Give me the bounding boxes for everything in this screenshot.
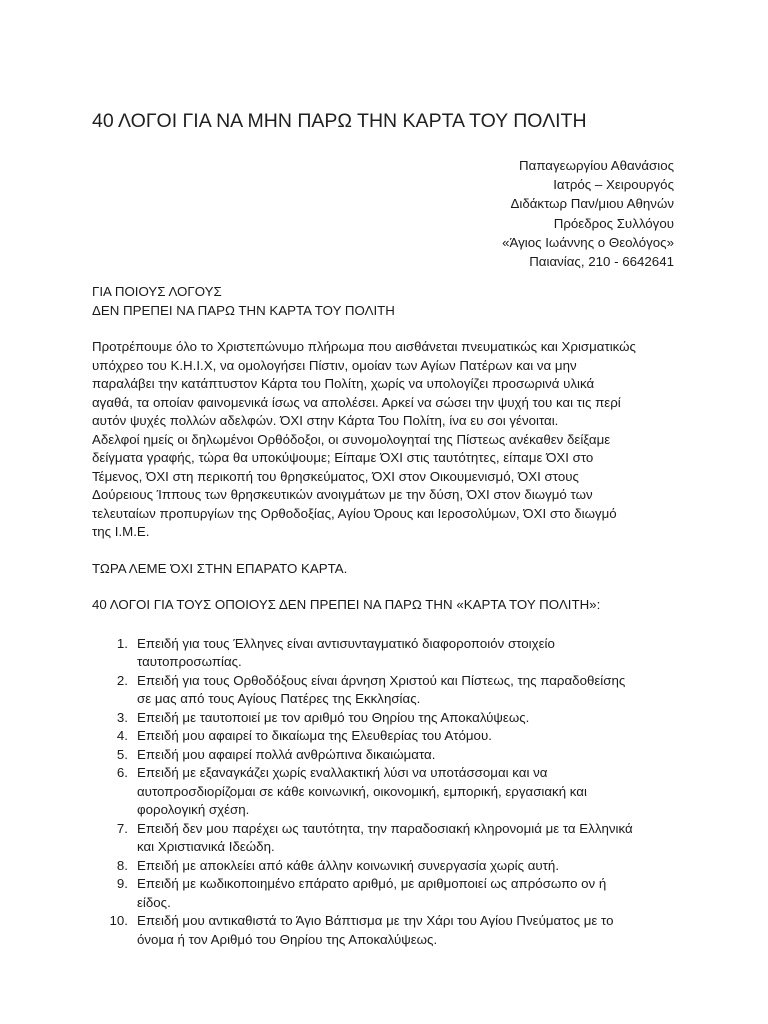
list-item-line: όνομα ή τον Αριθμό του Θηρίου της Αποκαλύψεως.: [137, 931, 438, 947]
section-heading-1: ΓΙΑ ΠΟΙΟΥΣ ΛΟΓΟΥΣ: [92, 284, 222, 299]
list-item: [92, 709, 682, 728]
intro-line: δείγματα γραφής, τώρα θα υποκύψουμε; Είπαμε ΌΧΙ στις ταυτότητες, είπαμε ΌΧΙ στο: [92, 450, 594, 465]
list-item-line: Επειδή με ταυτοποιεί με τον αριθμό του Θηρίου της Αποκαλύψεως.: [137, 709, 530, 725]
list-item: [92, 820, 682, 857]
intro-line: τελευταίων προπυργίων της Ορθοδοξίας, Αγίου Όρους και Ιεροσολύμων, ΌΧΙ στο διωγμό: [92, 505, 617, 521]
author-block: [502, 156, 674, 271]
list-item-line: είδος.: [137, 894, 171, 910]
list-item-line: Επειδή μου αφαιρεί πολλά ανθρώπινα δικαιώματα.: [137, 746, 436, 762]
list-item-line: Επειδή μου αφαιρεί το δικαίωμα της Ελευθερίας του Ατόμου.: [137, 728, 492, 743]
list-item-line: φορολογική σχέση.: [137, 802, 250, 817]
list-item-number: 5.: [116, 746, 128, 762]
list-item-number: 8.: [116, 857, 128, 873]
document-title: 40 ΛΟΓΟΙ ΓΙΑ ΝΑ ΜΗΝ ΠΑΡΩ ΤΗΝ ΚΑΡΤΑ ΤΟΥ ΠΟΛΙΤΗ: [92, 110, 587, 132]
list-item: [92, 764, 682, 820]
intro-line: της Ι.Μ.Ε.: [92, 524, 150, 539]
list-item: [92, 857, 682, 876]
intro-line: Προτρέπουμε όλο το Χριστεπώνυμο πλήρωμα που αισθάνεται πνευματικώς και Χρισματικώς: [92, 339, 636, 354]
author-degree: Διδάκτωρ Παν/μιου Αθηνών: [510, 196, 674, 212]
list-item-line: σε μας από τους Αγίους Πατέρες της Εκκλησίας.: [137, 691, 421, 706]
intro-line: Δούρειους Ίππους των θρησκευτικών ανοιγμάτων με την δύση, ΌΧΙ στον διωγμό των: [92, 487, 593, 502]
list-heading: 40 ΛΟΓΟΙ ΓΙΑ ΤΟΥΣ ΟΠΟΙΟΥΣ ΔΕΝ ΠΡΕΠΕΙ ΝΑ ΠΑΡΩ ΤΗΝ «ΚΑΡΤΑ ΤΟΥ ΠΟΛΙΤΗ»:: [92, 597, 601, 612]
document-body: [92, 283, 682, 949]
list-item-line: ταυτοπροσωπίας.: [137, 654, 242, 669]
author-name: Παπαγεωργίου Αθανάσιος: [519, 158, 674, 173]
list-item-line: αυτοπροσδιορίζομαι σε κάθε κοινωνική, οικονομική, εμπορική, εργασιακή και: [137, 783, 587, 799]
list-item-number: 10.: [109, 913, 128, 928]
list-item-line: Επειδή με κωδικοποιημένο επάρατο αριθμό, με αριθμοποιεί ως απρόσωπο ον ή: [137, 876, 607, 891]
list-item: [92, 912, 682, 949]
list-item-number: 4.: [116, 728, 128, 743]
intro-line: παραλάβει την κατάπτυστον Κάρτα του Πολίτη, χωρίς να υπολογίζει προσωρινά υλικά: [92, 376, 595, 391]
list-item-line: Επειδή μου αντικαθιστά το Άγιο Βάπτισμα με την Χάρι του Αγίου Πνεύματος με το: [137, 913, 614, 928]
intro-line: Τέμενος, ΌΧΙ στη περικοπή του θρησκεύματος, ΌΧΙ στον Οικουμενισμό, ΌΧΙ στους: [92, 468, 579, 484]
list-item-line: Επειδή με αποκλείει από κάθε άλλην κοινωνική συνεργασία χωρίς αυτή.: [137, 857, 560, 873]
intro-line: αγαθά, τα οποίαν φαινομενικά ίσως να απολέσει. Αρκεί να σώσει την ψυχή του και τις περί: [92, 394, 621, 410]
list-item: [92, 746, 682, 765]
list-item-line: και Χριστιανικά Ιδεώδη.: [137, 839, 275, 854]
intro-line: Αδελφοί ημείς οι δηλωμένοι Ορθόδοξοι, οι συνομολογηταί της Πίστεως ανέκαθεν δείξαμε: [92, 431, 611, 447]
author-profession: Ιατρός – Χειρουργός: [553, 177, 674, 193]
reasons-list: [92, 635, 682, 950]
intro-paragraph: [92, 338, 682, 542]
section-heading-2: ΔΕΝ ΠΡΕΠΕΙ ΝΑ ΠΑΡΩ ΤΗΝ ΚΑΡΤΑ ΤΟΥ ΠΟΛΙΤΗ: [92, 302, 395, 318]
author-contact: Παιανίας, 210 - 6642641: [529, 254, 674, 270]
list-item-number: 7.: [116, 820, 128, 836]
list-item: [92, 635, 682, 672]
list-item-number: 1.: [116, 635, 128, 651]
now-statement: ΤΩΡΑ ΛΕΜΕ ΌΧΙ ΣΤΗΝ ΕΠΑΡΑΤΟ ΚΑΡΤΑ.: [92, 560, 348, 576]
list-item-number: 2.: [116, 672, 128, 688]
list-item-number: 9.: [116, 876, 128, 891]
author-association: «Άγιος Ιωάννης ο Θεολόγος»: [502, 234, 674, 250]
list-item: [92, 727, 682, 746]
intro-line: αυτόν ψυχές πολλών αδελφών. ΌΧΙ στην Κάρτα Του Πολίτη, ίνα ευ σοι γένοιται.: [92, 413, 559, 428]
list-item: [92, 672, 682, 709]
author-role: Πρόεδρος Συλλόγου: [553, 215, 674, 231]
list-item-line: Επειδή για τους Έλληνες είναι αντισυνταγματικό διαφοροποιόν στοιχείο: [137, 635, 555, 651]
list-item-line: Επειδή δεν μου παρέχει ως ταυτότητα, την παραδοσιακή κληρονομιά με τα Ελληνικά: [137, 820, 633, 836]
intro-line: υπόχρεο του Κ.Η.Ι.Χ, να ομολογήσει Πίστιν, ομοίαν των Αγίων Πατέρων και να μην: [92, 357, 577, 373]
list-item-number: 3.: [116, 709, 128, 725]
list-item-number: 6.: [116, 765, 128, 780]
list-item: [92, 875, 682, 912]
list-item-line: Επειδή για τους Ορθοδόξους είναι άρνηση Χριστού και Πίστεως, της παραδοθείσης: [137, 672, 626, 688]
list-item-line: Επειδή με εξαναγκάζει χωρίς εναλλακτική λύσι να υποτάσσομαι και να: [137, 765, 548, 780]
